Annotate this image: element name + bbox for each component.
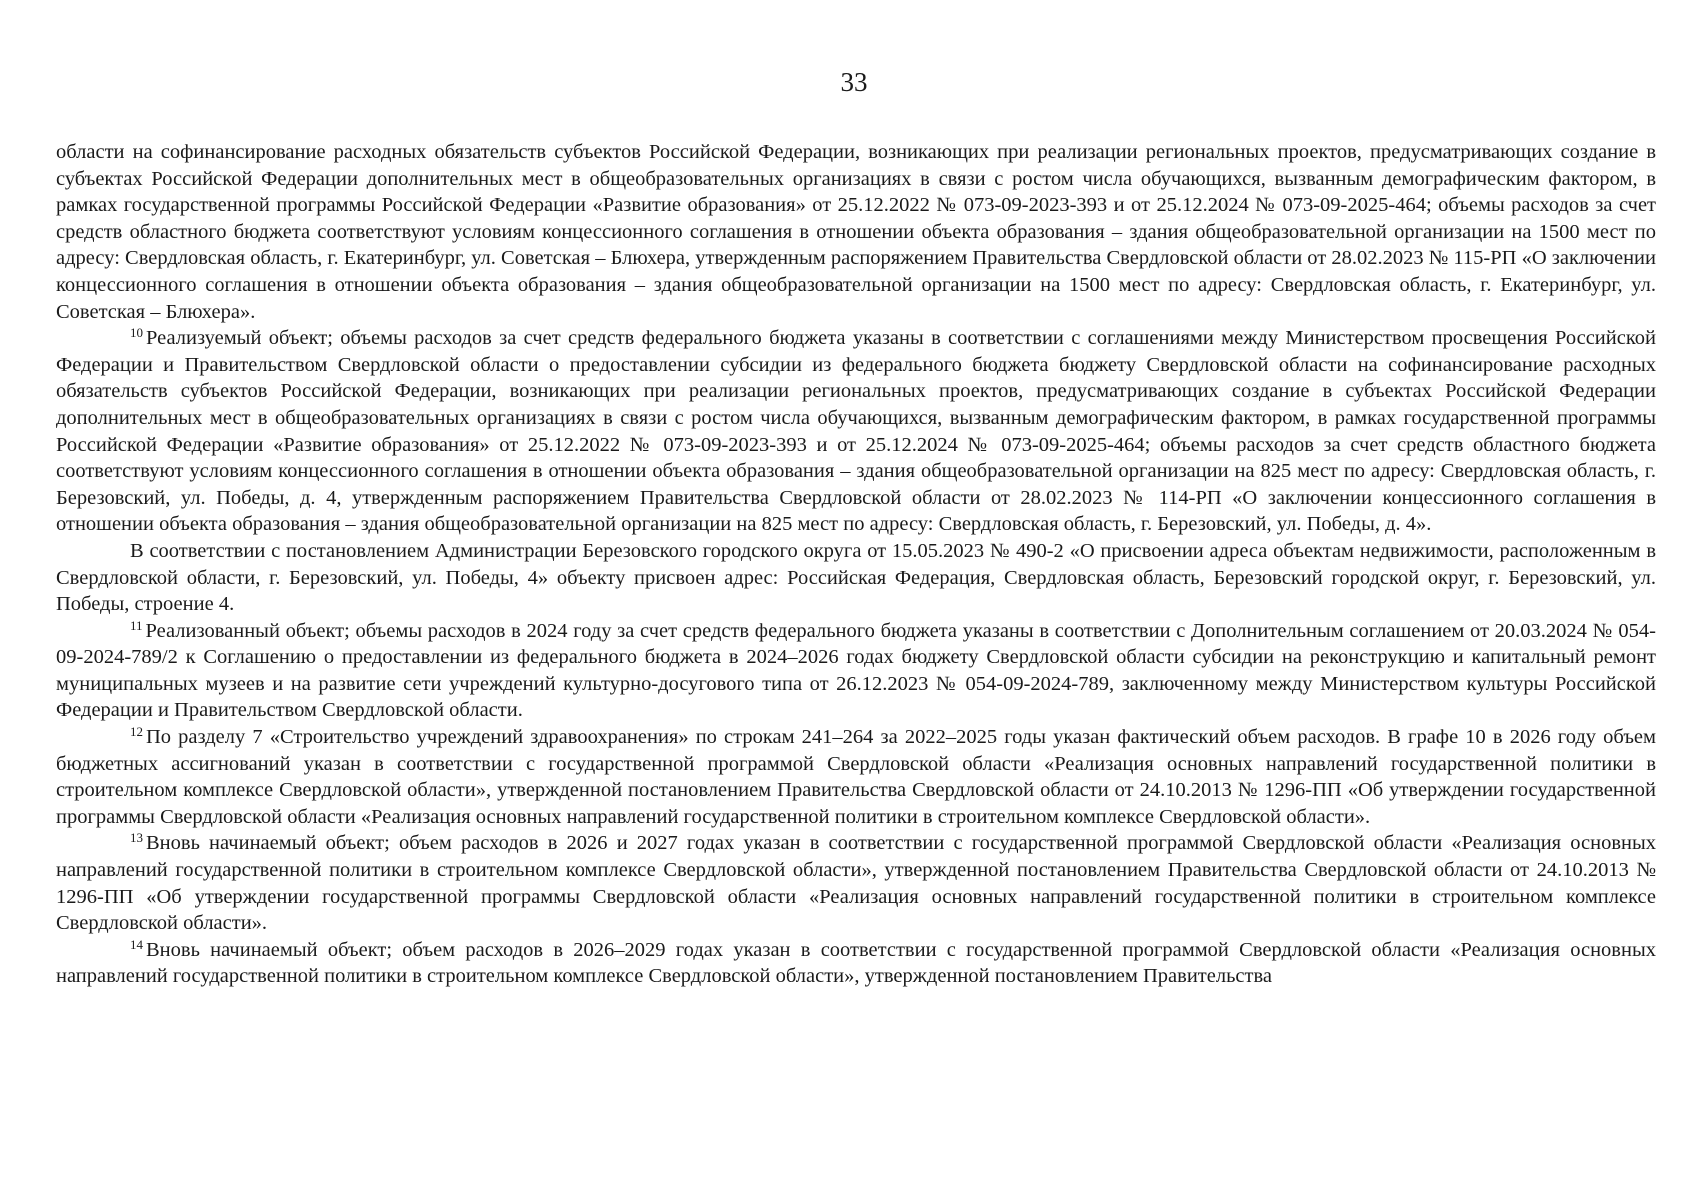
paragraph-text: Реализованный объект; объемы расходов в 2024 году за счет средств федерального бюджета указаны в соответствии с Дополнительным соглашением от 20.03.2024 № 054-09-2024-789/2 к Соглашению о предоставлении из федерального бюджета в 2024–2026 годах бюджету Свердловской области субсидии на реконструкцию и капитальный ремонт муниципальных музеев и на развитие сети учреждений культурно-досугового типа от 26.12.2023 № 054-09-2024-789, заключенному между Министерством культуры Российской Федерации и Правительством Свердловской области. xyxy=(56,619,1656,722)
footnotes-text xyxy=(56,139,1656,990)
footnote-10 xyxy=(56,325,1656,538)
footnote-marker: 13 xyxy=(130,830,143,846)
footnote-13 xyxy=(56,830,1656,936)
footnote-marker: 14 xyxy=(130,936,143,952)
paragraph-text: Вновь начинаемый объект; объем расходов в 2026–2029 годах указан в соответствии с государственной программой Свердловской области «Реализация основных направлений государственной политики в строительном комплексе Свердловской области», утвержденной постановлением Правительства xyxy=(56,938,1656,988)
paragraph-text: В соответствии с постановлением Администрации Березовского городского округа от 15.05.2023 № 490-2 «О присвоении адреса объектам недвижимости, расположенным в Свердловской области, г. Березовский, ул. Победы, 4» объекту присвоен адрес: Российская Федерация, Свердловская область, Березовский городской округ, г. Березовский, ул. Победы, строение 4. xyxy=(56,539,1656,616)
footnote-11 xyxy=(56,618,1656,724)
paragraph-text: области на софинансирование расходных обязательств субъектов Российской Федерации, возникающих при реализации региональных проектов, предусматривающих создание в субъектах Российской Федерации дополнительных мест в общеобразовательных организациях в связи с ростом числа обучающихся, вызванным демографическим фактором, в рамках государственной программы Российской Федерации «Развитие образования» от 25.12.2022 № 073-09-2023-393 и от 25.12.2024 № 073-09-2025-464; объемы расходов за счет средств областного бюджета соответствуют условиям концессионного соглашения в отношении объекта образования – здания общеобразовательной организации на 1500 мест по адресу: Свердловская область, г. Екатеринбург, ул. Советская – Блюхера, утвержденным распоряжением Правительства Свердловской области от 28.02.2023 № 115-РП «О заключении концессионного соглашения в отношении объекта образования – здания общеобразовательной организации на 1500 мест по адресу: Свердловская область, г. Екатеринбург, ул. Советская – Блюхера». xyxy=(56,141,1656,323)
footnote-14 xyxy=(56,937,1656,990)
footnote-marker: 11 xyxy=(130,617,143,633)
paragraph-text: Вновь начинаемый объект; объем расходов в 2026 и 2027 годах указан в соответствии с государственной программой Свердловской области «Реализация основных направлений государственной политики в строительном комплексе Свердловской области», утвержденной постановлением Правительства Свердловской области от 24.10.2013 № 1296-ПП «Об утверждении государственной программы Свердловской области «Реализация основных направлений государственной политики в строительном комплексе Свердловской области». xyxy=(56,832,1656,935)
footnote-marker: 12 xyxy=(130,723,143,739)
paragraph-text: Реализуемый объект; объемы расходов за счет средств федерального бюджета указаны в соответствии с соглашениями между Министерством просвещения Российской Федерации и Правительством Свердловской области о предоставлении субсидии из федерального бюджета бюджету Свердловской области на софинансирование расходных обязательств субъектов Российской Федерации, возникающих при реализации региональных проектов, предусматривающих создание в субъектах Российской Федерации дополнительных мест в общеобразовательных организациях в связи с ростом числа обучающихся, вызванным демографическим фактором, в рамках государственной программы Российской Федерации «Развитие образования» от 25.12.2022 № 073-09-2023-393 и от 25.12.2024 № 073-09-2025-464; объемы расходов за счет средств областного бюджета соответствуют условиям концессионного соглашения в отношении объекта образования – здания общеобразовательной организации на 825 мест по адресу: Свердловская область, г. Березовский, ул. Победы, д. 4, утвержденным распоряжением Правительства Свердловской области от 28.02.2023 № 114-РП «О заключении концессионного соглашения в отношении объекта образования – здания общеобразовательной организации на 825 мест по адресу: Свердловская область, г. Березовский, ул. Победы, д. 4». xyxy=(56,327,1656,536)
paragraph-text: По разделу 7 «Строительство учреждений здравоохранения» по строкам 241–264 за 2022–2025 годы указан фактический объем расходов. В графе 10 в 2026 году объем бюджетных ассигнований указан в соответствии с государственной программой Свердловской области «Реализация основных направлений государственной политики в строительном комплексе Свердловской области», утвержденной постановлением Правительства Свердловской области от 24.10.2013 № 1296-ПП «Об утверждении государственной программы Свердловской области «Реализация основных направлений государственной политики в строительном комплексе Свердловской области». xyxy=(56,726,1656,828)
footnote-12 xyxy=(56,724,1656,830)
page-number: 33 xyxy=(840,67,868,97)
paragraph xyxy=(56,538,1656,618)
paragraph xyxy=(56,139,1656,325)
footnote-marker: 10 xyxy=(130,325,143,341)
